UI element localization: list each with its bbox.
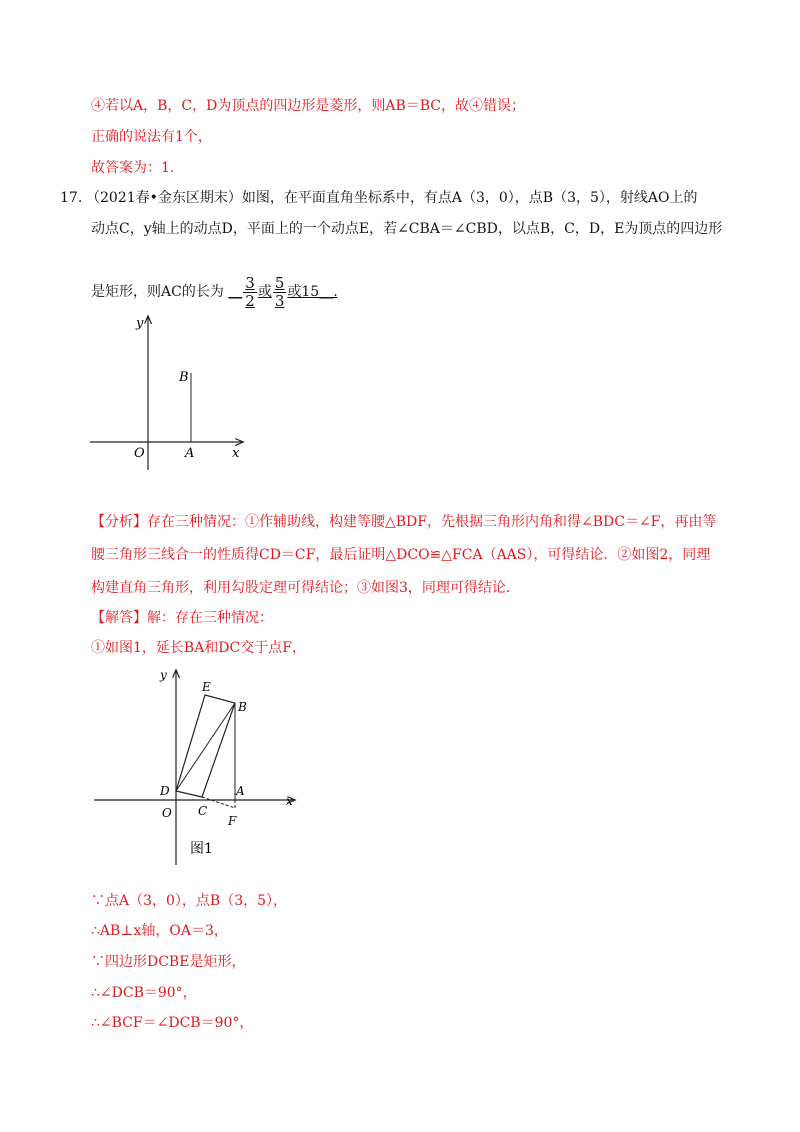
fig1-b-label: B: [238, 700, 247, 714]
fig1-f-label: F: [228, 814, 237, 828]
fig1-o-label: O: [162, 806, 172, 820]
fig1-x-label: x: [286, 794, 293, 808]
analysis-line-3: 构建直角三角形，利用勾股定理可得结论；③如图3，同理可得结论．: [91, 580, 520, 596]
proof-step-3: ∵四边形DCBE是矩形，: [91, 954, 246, 970]
answer-or-1: 或: [257, 284, 272, 300]
answer-value-3: 15: [301, 284, 320, 300]
answer-tail: __.: [319, 284, 338, 300]
fig1-c-label: C: [198, 804, 208, 818]
diagonal-db: [176, 703, 235, 791]
prev-line-2: 正确的说法有1个，: [91, 129, 212, 145]
y-label: y: [136, 316, 144, 331]
fig1-y-label: y: [160, 668, 167, 682]
proof-step-5: ∴∠BCF＝∠DCB＝90°，: [91, 1015, 254, 1031]
prev-line-1: ④若以A，B，C，D为顶点的四边形是菱形，则AB＝BC，故④错误；: [91, 98, 525, 114]
solution-heading: 【解答】解：存在三种情况：: [91, 610, 273, 626]
prev-line-3: 故答案为：1.: [91, 160, 175, 176]
answer-fraction-2: [273, 275, 287, 310]
question-line-3-text: 是矩形，则AC的长为: [91, 284, 224, 300]
figure-1: [90, 665, 310, 870]
fraction-2-numerator: 5: [274, 273, 285, 292]
analysis-line-1: 【分析】存在三种情况：①作辅助线，构建等腰△BDF，先根据三角形内角和得∠BDC＝∠F，再由等: [91, 514, 717, 530]
fraction-2-denominator: 3: [274, 291, 285, 310]
proof-step-2: ∴AB⊥x轴，OA＝3，: [91, 923, 228, 939]
analysis-line-2: 腰三角形三线合一的性质得CD＝CF，最后证明△DCO≌△FCA（AAS），可得结论．②如图2，同理: [91, 547, 711, 563]
question-figure: [80, 305, 260, 475]
point-b-label: B: [179, 370, 189, 385]
answer-blank: __: [228, 284, 243, 300]
fraction-1-numerator: 3: [245, 273, 255, 292]
fraction-1-denominator: 2: [245, 291, 255, 310]
proof-step-4: ∴∠DCB＝90°，: [91, 985, 197, 1001]
fig1-e-label: E: [202, 680, 211, 694]
origin-label: O: [134, 446, 145, 461]
answer-or-2: 或: [287, 284, 302, 300]
rectangle-dcbe: [176, 695, 235, 797]
fig1-a-label: A: [236, 784, 245, 798]
point-a-label: A: [185, 446, 195, 461]
solution-case-1: ①如图1，延长BA和DC交于点F，: [91, 640, 306, 656]
x-label: x: [232, 446, 240, 461]
fig1-caption: 图1: [190, 841, 213, 857]
question-number: 17.: [60, 190, 83, 206]
proof-step-1: ∵点A（3，0），点B（3，5），: [91, 893, 288, 909]
question-line-2: 动点C，y轴上的动点D，平面上的一个动点E，若∠CBA＝∠CBD，以点B，C，D，E为顶点的四边形: [91, 221, 723, 237]
question-line-1: （2021春•金东区期末）如图，在平面直角坐标系中，有点A（3，0），点B（3，5），射线AO上的: [86, 190, 698, 206]
fig1-d-label: D: [160, 784, 170, 798]
